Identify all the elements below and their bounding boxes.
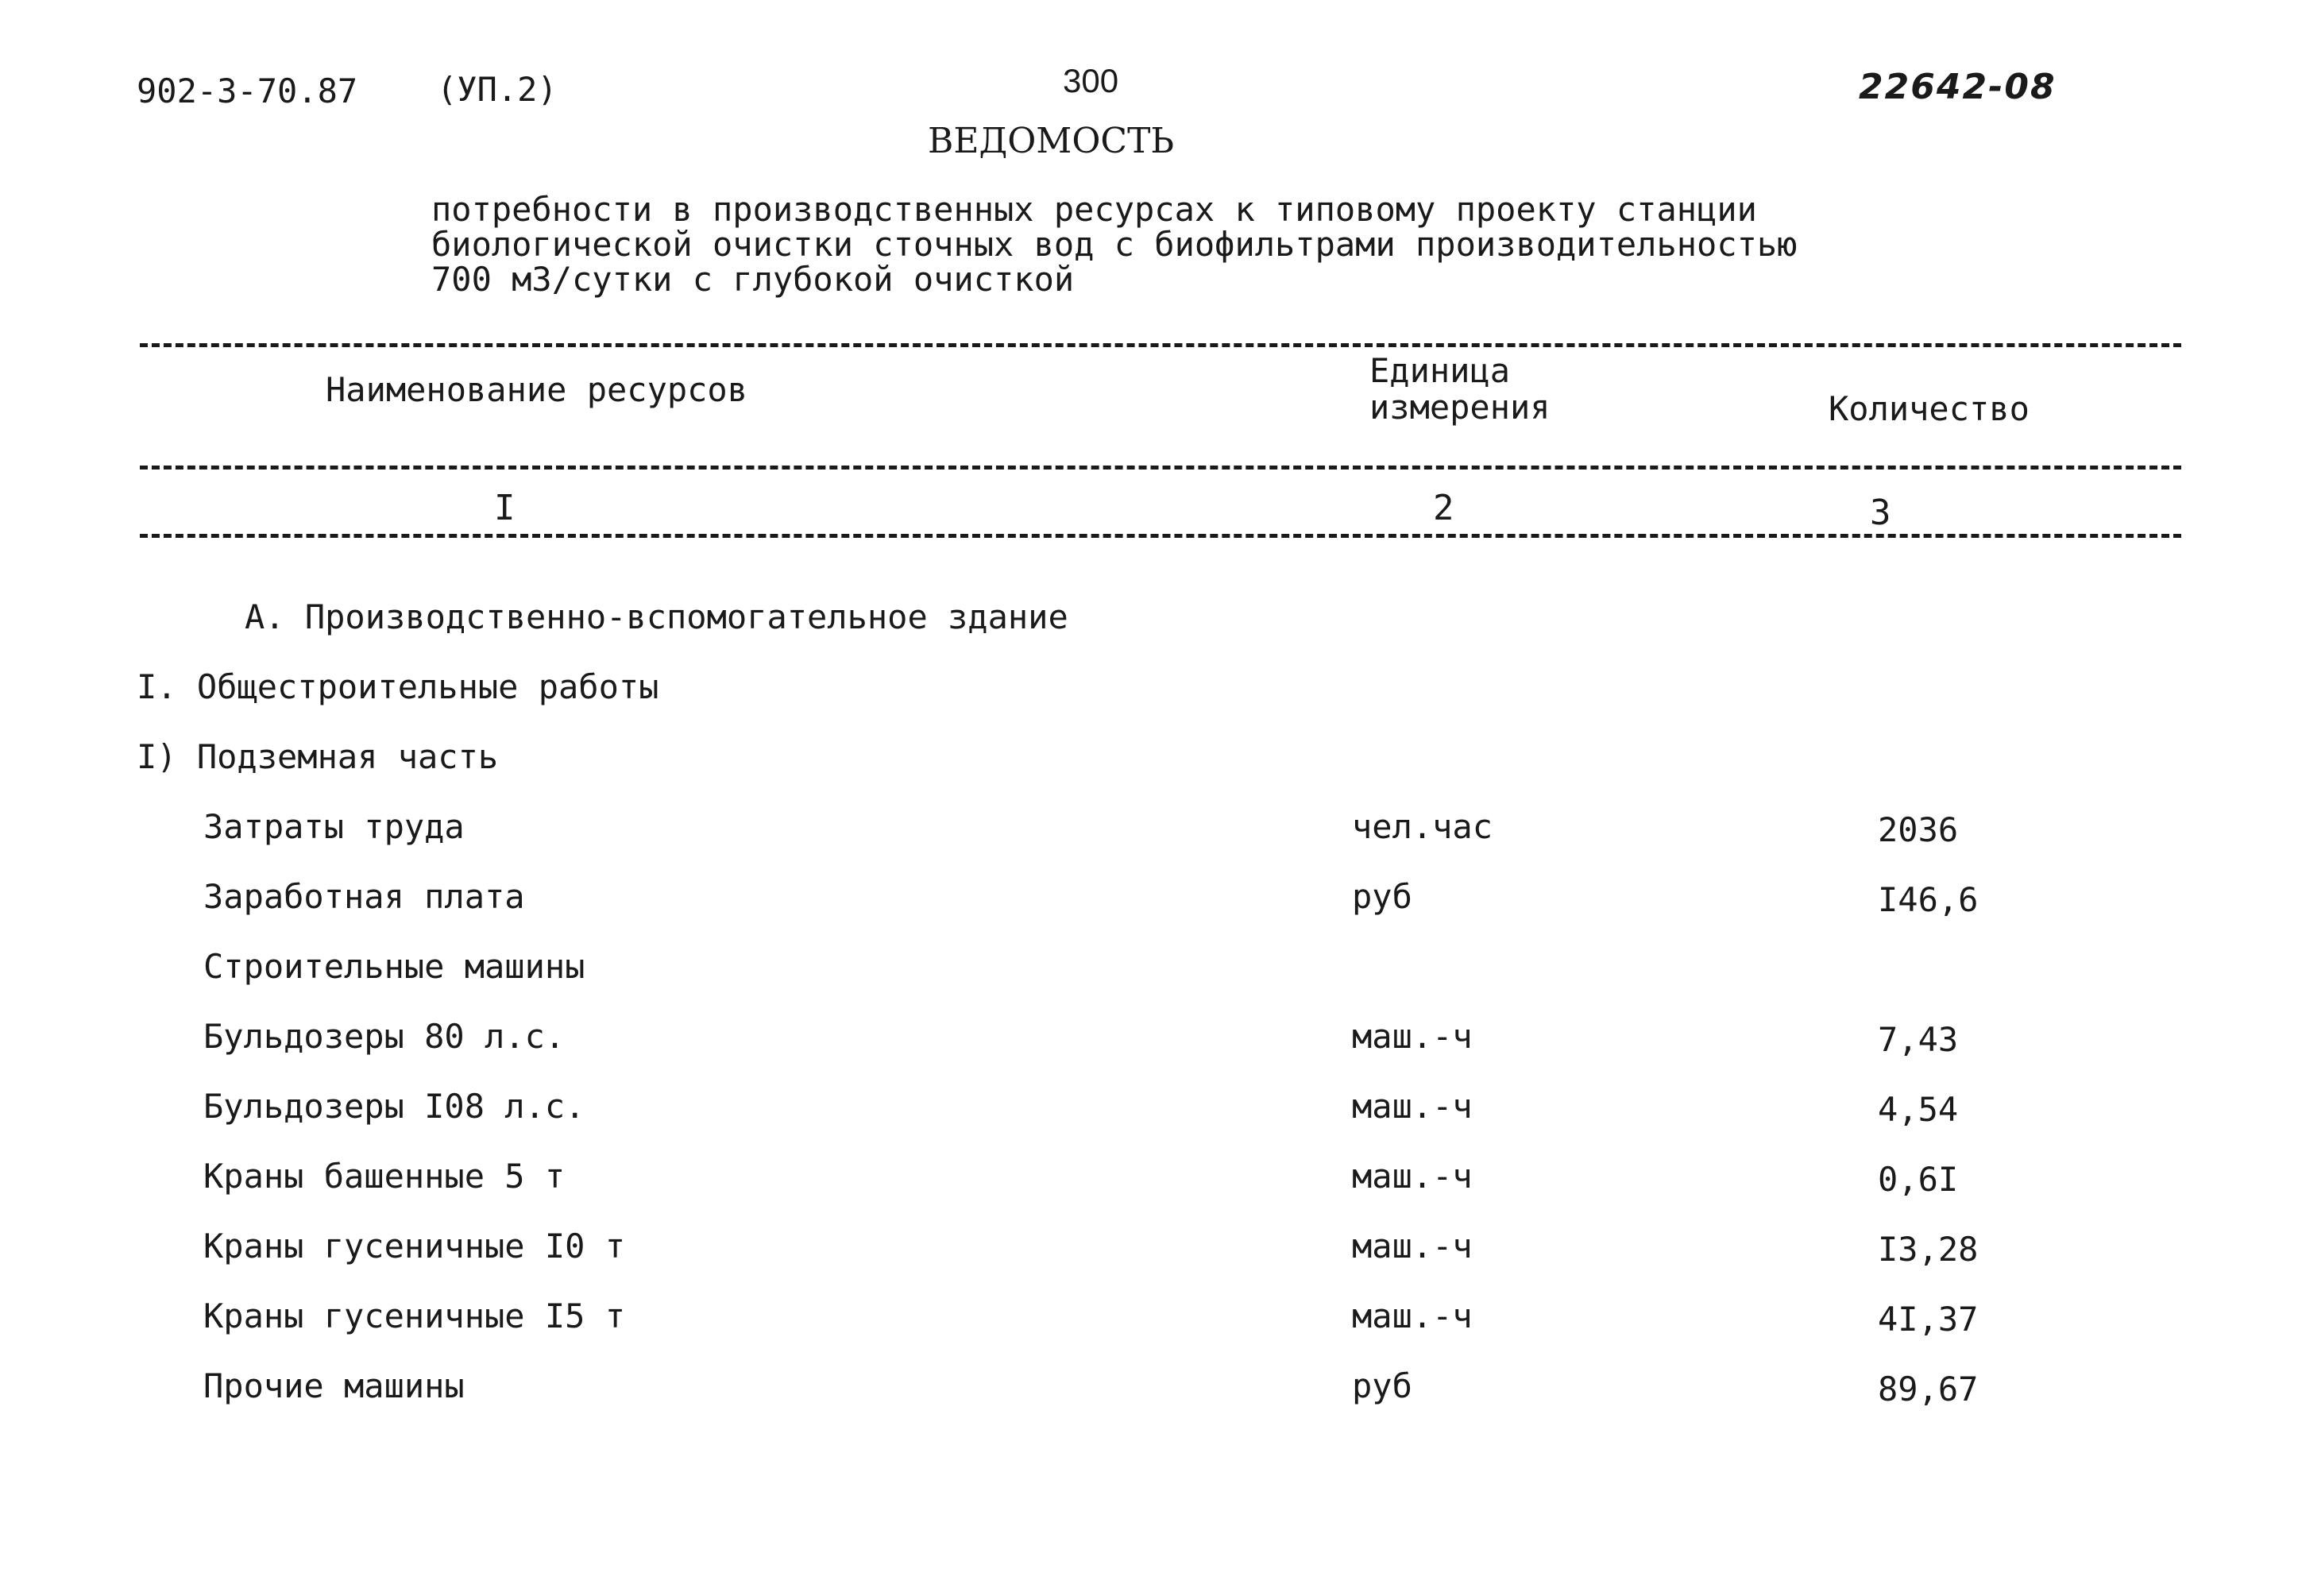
- row-unit: маш.-ч: [1352, 1017, 1473, 1056]
- section-heading: А. Производственно-вспомогательное здание: [245, 597, 1068, 636]
- subsection-heading: I) Подземная часть: [137, 737, 499, 776]
- sheet-code: 22642-08: [1859, 67, 2057, 107]
- row-name: Краны гусеничные I0 т: [203, 1227, 626, 1266]
- row-quantity: I46,6: [1878, 880, 1979, 919]
- row-unit: маш.-ч: [1352, 1087, 1473, 1126]
- column-number-3: 3: [1870, 493, 1891, 533]
- project-code: 902-3-70.87: [137, 71, 358, 110]
- row-unit: маш.-ч: [1352, 1297, 1473, 1335]
- dashed-rule: [140, 534, 2181, 538]
- row-unit: руб: [1352, 877, 1412, 916]
- column-header-unit-line: измерения: [1369, 388, 1551, 427]
- row-name: Бульдозеры I08 л.с.: [203, 1087, 585, 1126]
- row-unit: чел.час: [1352, 807, 1493, 846]
- row-name: Прочие машины: [203, 1366, 465, 1405]
- row-quantity: 2036: [1878, 810, 1959, 849]
- album-number: (УП.2): [437, 70, 558, 109]
- row-quantity: 4,54: [1878, 1090, 1959, 1129]
- column-header-unit: [1369, 353, 1551, 426]
- document-title: ВЕДОМОСТЬ: [928, 121, 1175, 161]
- dashed-rule: [140, 343, 2181, 347]
- row-quantity: I3,28: [1878, 1230, 1979, 1269]
- row-name: Заработная плата: [203, 877, 525, 916]
- row-quantity: 7,43: [1878, 1020, 1959, 1059]
- column-number-2: 2: [1433, 488, 1454, 528]
- row-name: Строительные машины: [203, 947, 585, 986]
- column-header-quantity: Количество: [1829, 389, 2030, 428]
- dashed-rule: [140, 466, 2181, 470]
- subtitle-line: биологической очистки сточных вод с биофильтрами производительностью: [431, 225, 1798, 264]
- row-unit: маш.-ч: [1352, 1157, 1473, 1196]
- row-name: Затраты труда: [203, 807, 465, 846]
- row-quantity: 4I,37: [1878, 1300, 1979, 1339]
- subtitle-line: 700 м3/сутки с глубокой очисткой: [431, 260, 1075, 299]
- row-name: Краны гусеничные I5 т: [203, 1297, 626, 1335]
- row-unit: маш.-ч: [1352, 1227, 1473, 1266]
- column-header-name: Наименование ресурсов: [326, 370, 748, 409]
- section-heading: I. Общестроительные работы: [137, 667, 659, 706]
- row-name: Бульдозеры 80 л.с.: [203, 1017, 566, 1056]
- document-subtitle: [431, 157, 1797, 332]
- row-unit: руб: [1352, 1366, 1412, 1405]
- subtitle-line: потребности в производственных ресурсах к типовому проекту станции: [431, 190, 1757, 229]
- row-quantity: 0,6I: [1878, 1160, 1959, 1199]
- row-name: Краны башенные 5 т: [203, 1157, 566, 1196]
- column-header-unit-line: Единица: [1369, 351, 1511, 390]
- column-number-1: I: [494, 488, 516, 528]
- row-quantity: 89,67: [1878, 1370, 1979, 1409]
- page-number: 300: [1063, 62, 1119, 99]
